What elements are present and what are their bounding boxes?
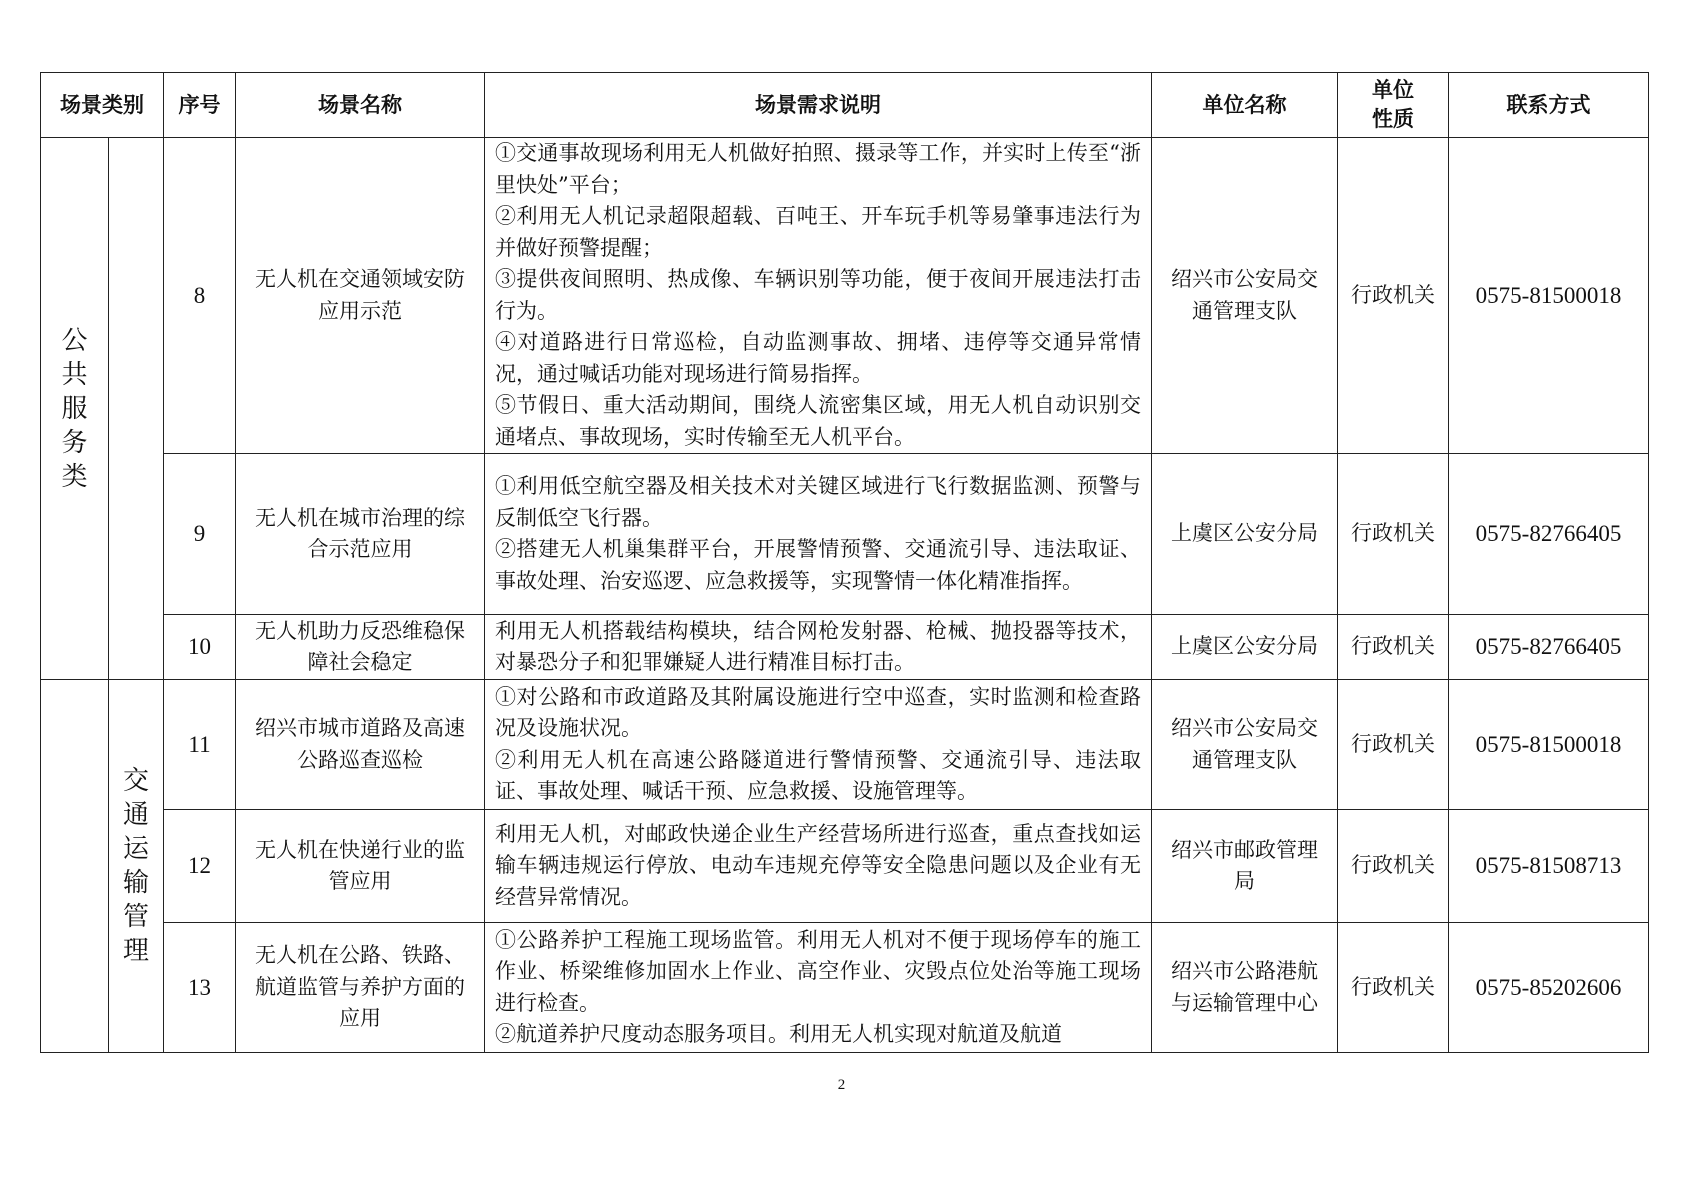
row-name: 绍兴市城市道路及高速公路巡查巡检	[236, 680, 485, 810]
row-nature: 行政机关	[1338, 923, 1449, 1053]
row-contact: 0575-82766405	[1449, 615, 1649, 680]
row-name: 无人机助力反恐维稳保障社会稳定	[236, 615, 485, 680]
header-unit: 单位名称	[1152, 73, 1338, 138]
table-row	[41, 615, 1649, 680]
row-nature: 行政机关	[1338, 138, 1449, 454]
row-nature: 行政机关	[1338, 810, 1449, 923]
row-unit: 上虞区公安分局	[1152, 454, 1338, 615]
row-nature: 行政机关	[1338, 615, 1449, 680]
row-desc: ①公路养护工程施工现场监管。利用无人机对不便于现场停车的施工作业、桥梁维修加固水上作业、高空作业、灾毁点位处治等施工现场进行检查。 ②航道养护尺度动态服务项目。利用无人机实现对航道及航道	[485, 923, 1152, 1053]
row-name: 无人机在城市治理的综合示范应用	[236, 454, 485, 615]
table-row	[41, 923, 1649, 1053]
row-desc: 利用无人机搭载结构模块，结合网枪发射器、枪械、抛投器等技术，对暴恐分子和犯罪嫌疑人进行精准目标打击。	[485, 615, 1152, 680]
row-seq: 10	[164, 615, 236, 680]
page-number: 2	[837, 1077, 846, 1093]
row-name: 无人机在交通领域安防应用示范	[236, 138, 485, 454]
category-blank	[109, 138, 164, 680]
header-category: 场景类别	[41, 73, 164, 138]
table-row	[41, 680, 1649, 810]
row-nature: 行政机关	[1338, 454, 1449, 615]
row-contact: 0575-85202606	[1449, 923, 1649, 1053]
row-contact: 0575-81508713	[1449, 810, 1649, 923]
header-name: 场景名称	[236, 73, 485, 138]
row-desc: ①利用低空航空器及相关技术对关键区域进行飞行数据监测、预警与反制低空飞行器。 ②搭建无人机巢集群平台，开展警情预警、交通流引导、违法取证、事故处理、治安巡逻、应急救援等，实现警情一体化精准指挥。	[485, 454, 1152, 615]
row-unit: 上虞区公安分局	[1152, 615, 1338, 680]
row-unit: 绍兴市公安局交通管理支队	[1152, 680, 1338, 810]
row-nature: 行政机关	[1338, 680, 1449, 810]
header-row	[41, 73, 1649, 138]
row-name: 无人机在快递行业的监管应用	[236, 810, 485, 923]
row-unit: 绍兴市公路港航与运输管理中心	[1152, 923, 1338, 1053]
row-desc: ①对公路和市政道路及其附属设施进行空中巡查，实时监测和检查路况及设施状况。 ②利用无人机在高速公路隧道进行警情预警、交通流引导、违法取证、事故处理、喊话干预、应急救援、设施管理等。	[485, 680, 1152, 810]
row-seq: 13	[164, 923, 236, 1053]
category-sub: 交通运输管理	[109, 680, 164, 1053]
table-row	[41, 810, 1649, 923]
row-seq: 8	[164, 138, 236, 454]
row-contact: 0575-81500018	[1449, 138, 1649, 454]
scenario-table	[40, 72, 1649, 1053]
row-seq: 11	[164, 680, 236, 810]
category-main: 公共服务类	[41, 138, 109, 680]
row-unit: 绍兴市邮政管理局	[1152, 810, 1338, 923]
header-nature: 单位 性质	[1338, 73, 1449, 138]
header-desc: 场景需求说明	[485, 73, 1152, 138]
table-row	[41, 454, 1649, 615]
category-blank	[41, 680, 109, 1053]
row-name: 无人机在公路、铁路、航道监管与养护方面的应用	[236, 923, 485, 1053]
row-desc: 利用无人机，对邮政快递企业生产经营场所进行巡查，重点查找如运输车辆违规运行停放、电动车违规充停等安全隐患问题以及企业有无经营异常情况。	[485, 810, 1152, 923]
header-contact: 联系方式	[1449, 73, 1649, 138]
row-contact: 0575-82766405	[1449, 454, 1649, 615]
row-desc: ①交通事故现场利用无人机做好拍照、摄录等工作，并实时上传至“浙里快处”平台； ②利用无人机记录超限超载、百吨王、开车玩手机等易肇事违法行为并做好预警提醒； ③提供夜间照明、热成像、车辆识别等功能，便于夜间开展违法打击行为。 ④对道路进行日常巡检，自动监测事故、拥堵、违停等交通异常情况，通过喊话功能对现场进行简易指挥。 ⑤节假日、重大活动期间，围绕人流密集区域，用无人机自动识别交通堵点、事故现场，实时传输至无人机平台。	[485, 138, 1152, 454]
header-seq: 序号	[164, 73, 236, 138]
row-seq: 9	[164, 454, 236, 615]
table-row	[41, 138, 1649, 454]
row-unit: 绍兴市公安局交通管理支队	[1152, 138, 1338, 454]
row-contact: 0575-81500018	[1449, 680, 1649, 810]
row-seq: 12	[164, 810, 236, 923]
